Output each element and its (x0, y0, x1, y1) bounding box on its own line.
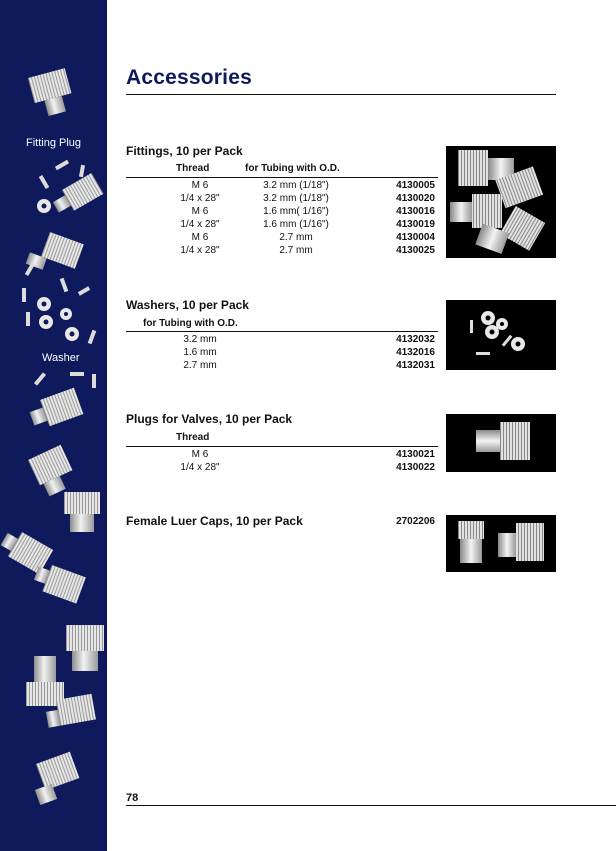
fittings-col-thread: Thread (176, 163, 210, 174)
page-title: Accessories (126, 66, 252, 89)
fittings-row-od: 3.2 mm (1/18") (263, 180, 329, 191)
washers-row-code: 4132016 (396, 347, 435, 358)
plugs-photo (446, 414, 556, 472)
washers-section-title: Washers, 10 per Pack (126, 298, 249, 312)
washers-row-od: 1.6 mm (183, 347, 217, 358)
fittings-row-code: 4130004 (396, 232, 435, 243)
plugs-header-rule (126, 446, 438, 447)
fittings-row-thread: M 6 (191, 206, 209, 217)
washers-row-code: 4132032 (396, 334, 435, 345)
fittings-row-code: 4130005 (396, 180, 435, 191)
sidebar-label-washer: Washer (42, 352, 80, 364)
plugs-section-title: Plugs for Valves, 10 per Pack (126, 412, 293, 426)
fittings-row-code: 4130019 (396, 219, 435, 230)
fittings-row-code: 4130016 (396, 206, 435, 217)
title-divider (126, 94, 556, 95)
fittings-section-title: Fittings, 10 per Pack (126, 144, 243, 158)
luer-section-title: Female Luer Caps, 10 per Pack (126, 514, 303, 528)
plugs-row-thread: 1/4 x 28" (180, 462, 220, 473)
sidebar-parts-illustration (0, 0, 107, 851)
plugs-col-thread: Thread (176, 432, 210, 443)
washers-photo (446, 300, 556, 370)
sidebar-panel (0, 0, 107, 851)
page-number: 78 (126, 792, 139, 804)
plugs-row-code: 4130022 (396, 462, 435, 473)
plugs-row-thread: M 6 (191, 449, 209, 460)
fittings-row-thread: M 6 (191, 232, 209, 243)
fittings-row-od: 3.2 mm (1/18") (263, 193, 329, 204)
plugs-row-code: 4130021 (396, 449, 435, 460)
fittings-row-code: 4130025 (396, 245, 435, 256)
fittings-header-rule (126, 177, 438, 178)
washers-row-od: 3.2 mm (183, 334, 217, 345)
fittings-col-od: for Tubing with O.D. (245, 163, 340, 174)
fittings-row-od: 1.6 mm (1/16") (263, 219, 329, 230)
luer-code: 2702206 (396, 516, 435, 527)
fittings-row-code: 4130020 (396, 193, 435, 204)
fittings-row-thread: 1/4 x 28" (180, 193, 220, 204)
fittings-row-thread: 1/4 x 28" (180, 245, 220, 256)
fittings-row-od: 1.6 mm( 1/16") (263, 206, 329, 217)
fittings-row-thread: M 6 (191, 180, 209, 191)
sidebar-label-fitting-plug: Fitting Plug (26, 137, 82, 149)
fittings-row-od: 2.7 mm (279, 245, 313, 256)
fittings-row-thread: 1/4 x 28" (180, 219, 220, 230)
washers-header-rule (126, 331, 438, 332)
washers-col-od: for Tubing with O.D. (143, 318, 238, 329)
washers-row-od: 2.7 mm (183, 360, 217, 371)
footer-divider (126, 805, 616, 806)
washers-row-code: 4132031 (396, 360, 435, 371)
luer-caps-photo (446, 515, 556, 572)
fittings-photo (446, 146, 556, 258)
fittings-row-od: 2.7 mm (279, 232, 313, 243)
